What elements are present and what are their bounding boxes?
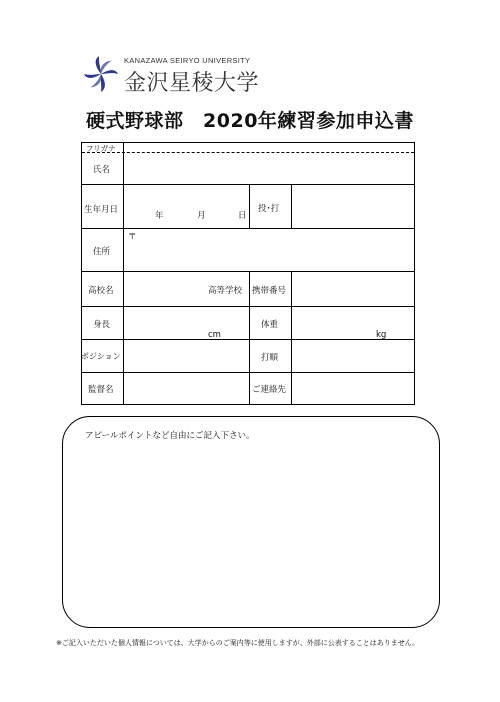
manager-label: 監督名: [88, 385, 114, 395]
birthdate-year-unit: 年: [155, 211, 164, 221]
contact-label: ご連絡先: [252, 385, 287, 395]
weight-unit: kg: [376, 330, 387, 340]
page-title: 硬式野球部 2020年練習参加申込書: [86, 110, 414, 132]
batting-order-label: 打順: [261, 353, 279, 363]
column-divider: [249, 271, 250, 405]
throw-bat-label: 投･打: [258, 204, 280, 214]
row-divider: [82, 271, 414, 272]
appeal-label: アピールポイントなど自由にご記入下さい。: [85, 431, 255, 441]
furigana-divider: [82, 152, 414, 153]
height-label: 身長: [93, 320, 111, 330]
university-name-en: KANAZAWA SEIRYO UNIVERSITY: [124, 56, 251, 65]
row-divider: [82, 184, 414, 185]
address-label: 住所: [93, 247, 111, 257]
mobile-label: 携帯番号: [252, 286, 287, 296]
university-name-jp: 金沢星稜大学: [124, 71, 260, 96]
height-unit: cm: [208, 330, 221, 340]
row-divider: [82, 339, 414, 340]
postal-mark: 〒: [128, 232, 137, 242]
column-divider: [291, 184, 292, 228]
row-divider: [82, 306, 414, 307]
weight-label: 体重: [261, 320, 279, 330]
column-divider: [291, 271, 292, 405]
university-logo: [82, 52, 262, 96]
school-label: 高校名: [88, 286, 114, 296]
birthdate-month-unit: 月: [197, 211, 206, 221]
label-column-divider: [123, 143, 124, 405]
row-divider: [82, 372, 414, 373]
application-form: [81, 142, 415, 405]
furigana-label: フリガナ: [86, 144, 116, 153]
position-label: ポジション: [81, 352, 121, 361]
pinwheel-logo-icon: [82, 54, 120, 94]
birthdate-label: 生年月日: [84, 205, 119, 215]
name-label: 氏名: [93, 165, 111, 175]
row-divider: [82, 228, 414, 229]
birthdate-day-unit: 日: [238, 211, 247, 221]
appeal-box: [62, 416, 440, 628]
school-suffix: 高等学校: [208, 286, 243, 296]
privacy-footnote: ※ご記入いただいた個人情報については、大学からのご案内等に使用しますが、外部に公表することはありません。: [56, 639, 420, 647]
column-divider: [249, 184, 250, 228]
